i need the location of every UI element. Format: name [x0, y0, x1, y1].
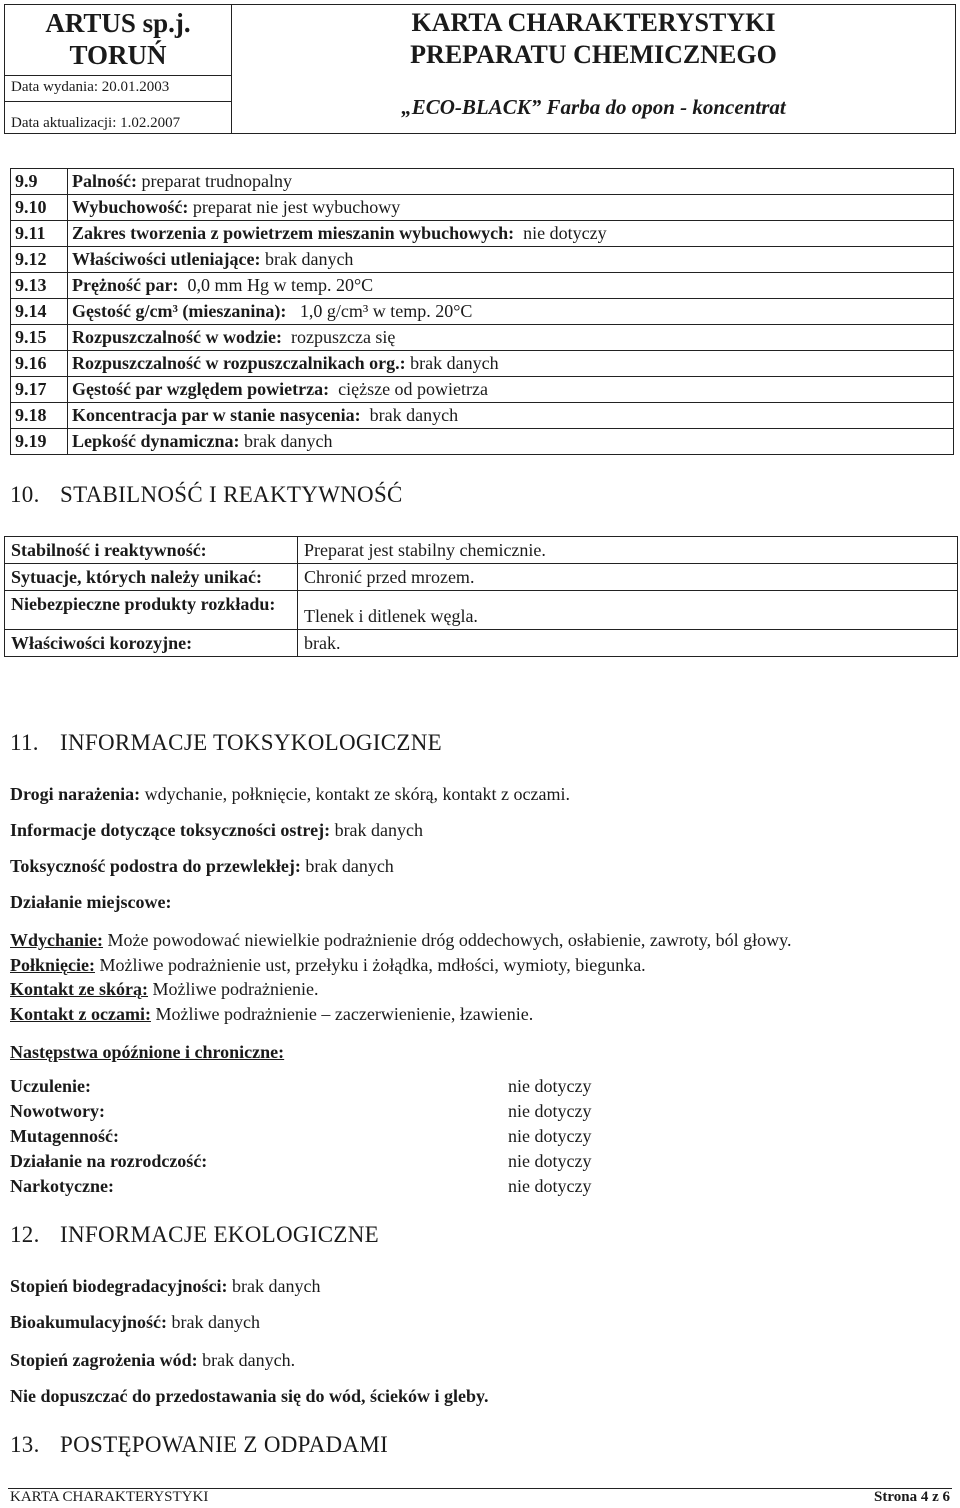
- table-row: [11, 351, 954, 377]
- field-label: Kontakt z oczami:: [10, 1004, 151, 1024]
- environmental-warning: Nie dopuszczać do przedostawania się do wód, ścieków i gleby.: [10, 1386, 489, 1406]
- row-label: Stabilność i reaktywność:: [5, 537, 298, 564]
- chronic-label: Działanie na rozrodczość:: [10, 1151, 208, 1171]
- chronic-value: nie dotyczy: [508, 1151, 592, 1171]
- property-label: Gęstość par względem powietrza:: [72, 379, 330, 399]
- property-cell: [68, 429, 954, 455]
- field-value: Możliwe podrażnienie.: [148, 979, 319, 999]
- section-13-heading: [10, 1432, 388, 1458]
- property-cell: [68, 247, 954, 273]
- property-cell: [68, 195, 954, 221]
- company-line-2: TORUŃ: [69, 40, 167, 70]
- property-number: 9.10: [11, 195, 68, 221]
- row-label: Właściwości korozyjne:: [5, 630, 298, 657]
- field-label: Wdychanie:: [10, 930, 104, 950]
- section-number: 13.: [10, 1432, 40, 1457]
- header-rule: [5, 75, 231, 76]
- row-label: Sytuacje, których należy unikać:: [5, 564, 298, 591]
- property-value: cięższe od powietrza: [329, 379, 489, 399]
- row-value: Chronić przed mrozem.: [298, 564, 958, 591]
- table-row: [11, 221, 954, 247]
- issue-date: Data wydania: 20.01.2003: [11, 79, 170, 95]
- property-value: brak danych: [405, 353, 499, 373]
- water-hazard: [10, 1350, 295, 1371]
- skin-contact-effect: [10, 979, 318, 1000]
- property-label: Palność:: [72, 171, 137, 191]
- document-header: [4, 4, 956, 134]
- field-value: brak danych.: [197, 1350, 296, 1370]
- property-cell: [68, 351, 954, 377]
- field-label: Informacje dotyczące toksyczności ostrej:: [10, 820, 331, 840]
- property-cell: [68, 377, 954, 403]
- section-number: 11.: [10, 730, 39, 755]
- chronic-value: nie dotyczy: [508, 1176, 592, 1196]
- field-value: Możliwe podrażnienie ust, przełyku i żołądka, mdłości, wymioty, biegunka.: [94, 955, 646, 975]
- field-label: Stopień zagrożenia wód:: [10, 1350, 198, 1370]
- subacute-toxicity: [10, 856, 394, 877]
- row-value: Tlenek i ditlenek węgla.: [298, 591, 958, 630]
- section-9-table: [10, 168, 954, 455]
- property-number: 9.17: [11, 377, 68, 403]
- exposure-routes: [10, 784, 570, 805]
- table-row: [11, 169, 954, 195]
- section-number: 10.: [10, 482, 40, 507]
- chronic-label: Narkotyczne:: [10, 1176, 114, 1196]
- property-label: Prężność par:: [72, 275, 179, 295]
- property-value: brak danych: [260, 249, 354, 269]
- table-row: [11, 377, 954, 403]
- title-line-2: PREPARATU CHEMICZNEGO: [410, 40, 777, 69]
- section-10-heading: [10, 482, 403, 508]
- table-row: [11, 429, 954, 455]
- bioaccumulation: [10, 1312, 260, 1333]
- section-10-table: [4, 536, 958, 657]
- chronic-value: nie dotyczy: [508, 1126, 592, 1146]
- company-name: [5, 7, 231, 71]
- field-value: Może powodować niewielkie podrażnienie dróg oddechowych, osłabienie, zawroty, ból głowy.: [103, 930, 792, 950]
- ingestion-effect: [10, 955, 646, 976]
- update-date: Data aktualizacji: 1.02.2007: [11, 115, 181, 131]
- field-value: brak danych: [227, 1276, 321, 1296]
- field-value: wdychanie, połknięcie, kontakt ze skórą, kontakt z oczami.: [140, 784, 571, 804]
- title-line-1: KARTA CHARAKTERYSTYKI: [411, 8, 776, 37]
- table-row: [11, 195, 954, 221]
- table-row: [11, 299, 954, 325]
- property-number: 9.9: [11, 169, 68, 195]
- property-cell: [68, 325, 954, 351]
- biodegradability: [10, 1276, 320, 1297]
- field-value: brak danych: [330, 820, 424, 840]
- field-label: Stopień biodegradacyjności:: [10, 1276, 228, 1296]
- acute-toxicity: [10, 820, 423, 841]
- property-value: preparat nie jest wybuchowy: [188, 197, 401, 217]
- table-row: [11, 325, 954, 351]
- property-number: 9.13: [11, 273, 68, 299]
- property-label: Rozpuszczalność w rozpuszczalnikach org.:: [72, 353, 406, 373]
- field-label: Drogi narażenia:: [10, 784, 141, 804]
- eye-contact-effect: [10, 1004, 533, 1025]
- property-label: Zakres tworzenia z powietrzem mieszanin wybuchowych:: [72, 223, 515, 243]
- table-row: [11, 403, 954, 429]
- property-number: 9.16: [11, 351, 68, 377]
- table-row: [5, 591, 958, 630]
- section-title: INFORMACJE EKOLOGICZNE: [60, 1222, 380, 1247]
- property-number: 9.11: [11, 221, 68, 247]
- section-title: STABILNOŚĆ I REAKTYWNOŚĆ: [60, 482, 403, 507]
- table-row: [5, 630, 958, 657]
- local-effects-label: Działanie miejscowe:: [10, 892, 172, 912]
- property-value: 0,0 mm Hg w temp. 20°C: [178, 275, 374, 295]
- row-value: brak.: [298, 630, 958, 657]
- section-number: 12.: [10, 1222, 40, 1247]
- property-number: 9.12: [11, 247, 68, 273]
- document-title: [232, 7, 955, 71]
- table-row: [11, 247, 954, 273]
- property-value: brak danych: [360, 405, 459, 425]
- field-value: brak danych: [167, 1312, 260, 1332]
- chronic-label: Uczulenie:: [10, 1076, 91, 1096]
- field-label: Toksyczność podostra do przewlekłej:: [10, 856, 301, 876]
- table-row: [5, 564, 958, 591]
- row-value: Preparat jest stabilny chemicznie.: [298, 537, 958, 564]
- property-label: Właściwości utleniające:: [72, 249, 261, 269]
- property-value: nie dotyczy: [514, 223, 607, 243]
- property-cell: [68, 221, 954, 247]
- table-row: [5, 537, 958, 564]
- section-title: POSTĘPOWANIE Z ODPADAMI: [60, 1432, 389, 1457]
- section-12-heading: [10, 1222, 379, 1248]
- chronic-value: nie dotyczy: [508, 1101, 592, 1121]
- property-number: 9.15: [11, 325, 68, 351]
- property-value: brak danych: [239, 431, 333, 451]
- property-cell: [68, 273, 954, 299]
- section-title: INFORMACJE TOKSYKOLOGICZNE: [60, 730, 442, 755]
- property-label: Koncentracja par w stanie nasycenia:: [72, 405, 361, 425]
- product-name: „ECO-BLACK” Farba do opon - koncentrat: [401, 95, 786, 119]
- property-cell: [68, 403, 954, 429]
- field-value: brak danych: [300, 856, 394, 876]
- chronic-value: nie dotyczy: [508, 1076, 592, 1096]
- table-row: [11, 273, 954, 299]
- page-number: Strona 4 z 6: [874, 1489, 950, 1505]
- field-label: Połknięcie:: [10, 955, 95, 975]
- property-value: preparat trudnopalny: [137, 171, 292, 191]
- field-value: Możliwe podrażnienie – zaczerwienienie, łzawienie.: [150, 1004, 534, 1024]
- property-value: rozpuszcza się: [281, 327, 396, 347]
- chronic-effects-heading: Następstwa opóźnione i chroniczne:: [10, 1042, 285, 1062]
- footer-title: KARTA CHARAKTERYSTYKI: [10, 1489, 209, 1505]
- property-label: Lepkość dynamiczna:: [72, 431, 240, 451]
- property-value: 1,0 g/cm³ w temp. 20°C: [286, 301, 473, 321]
- property-label: Rozpuszczalność w wodzie:: [72, 327, 282, 347]
- company-line-1: ARTUS sp.j.: [45, 8, 191, 38]
- section-11-heading: [10, 730, 442, 756]
- inhalation-effect: [10, 930, 791, 951]
- property-label: Gęstość g/cm³ (mieszanina):: [72, 301, 287, 321]
- chronic-label: Nowotwory:: [10, 1101, 105, 1121]
- chronic-label: Mutagenność:: [10, 1126, 119, 1146]
- property-cell: [68, 169, 954, 195]
- property-number: 9.18: [11, 403, 68, 429]
- property-cell: [68, 299, 954, 325]
- property-number: 9.14: [11, 299, 68, 325]
- field-label: Kontakt ze skórą:: [10, 979, 148, 999]
- header-rule: [5, 101, 231, 102]
- field-label: Bioakumulacyjność:: [10, 1312, 168, 1332]
- property-label: Wybuchowość:: [72, 197, 189, 217]
- property-number: 9.19: [11, 429, 68, 455]
- row-label: Niebezpieczne produkty rozkładu:: [5, 591, 298, 630]
